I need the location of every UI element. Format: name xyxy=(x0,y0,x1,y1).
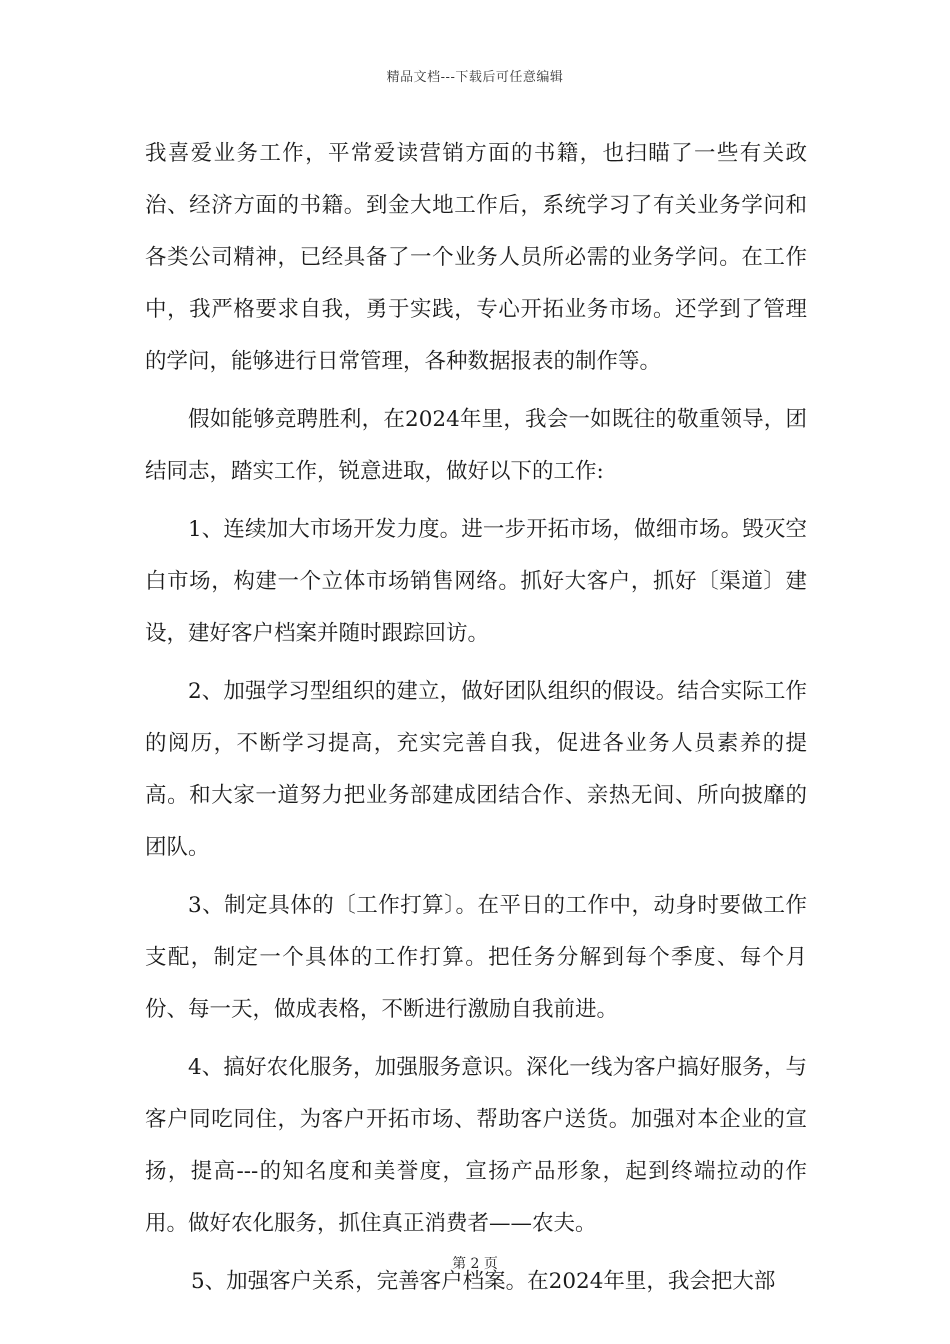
paragraph-item-2: 2、加强学习型组织的建立，做好团队组织的假设。结合实际工作的阅历，不断学习提高，充实完善自我，促进各业务人员素养的提高。和大家一道努力把业务部建成团结合作、亲热无间、所向披靡的团队。 xyxy=(145,679,807,860)
document-body xyxy=(145,128,807,1314)
paragraph-item-3: 3、制定具体的〔工作打算〕。在平日的工作中，动身时要做工作支配，制定一个具体的工作打算。把任务分解到每个季度、每个月份、每一天，做成表格，不断进行激励自我前进。 xyxy=(145,893,807,1022)
paragraph-item-1: 1、连续加大市场开发力度。进一步开拓市场，做细市场。毁灭空白市场，构建一个立体市场销售网络。抓好大客户，抓好〔渠道〕建设，建好客户档案并随时跟踪回访。 xyxy=(145,517,807,646)
paragraph-commitment: 假如能够竞聘胜利，在2024年里，我会一如既往的敬重领导，团结同志，踏实工作，锐意进取，做好以下的工作: xyxy=(145,407,807,484)
paragraph-intro: 我喜爱业务工作，平常爱读营销方面的书籍，也扫瞄了一些有关政治、经济方面的书籍。到金大地工作后，系统学习了有关业务学问和各类公司精神，已经具备了一个业务人员所必需的业务学问。在工作中，我严格要求自我，勇于实践，专心开拓业务市场。还学到了管理的学问，能够进行日常管理，各种数据报表的制作等。 xyxy=(145,141,807,374)
page-header: 精品文档---下载后可任意编辑 xyxy=(386,70,564,85)
paragraph-item-4: 4、搞好农化服务，加强服务意识。深化一线为客户搞好服务，与客户同吃同住，为客户开拓市场、帮助客户送货。加强对本企业的宣扬，提高---的知名度和美誉度，宣扬产品形象，起到终端拉动的作用。做好农化服务，抓住真正消费者——农夫。 xyxy=(145,1055,807,1236)
paragraph-item-5: 5、加强客户关系，完善客户档案。在2024年里，我会把大部 xyxy=(191,1269,776,1294)
page-number: 第 2 页 xyxy=(452,1256,498,1272)
